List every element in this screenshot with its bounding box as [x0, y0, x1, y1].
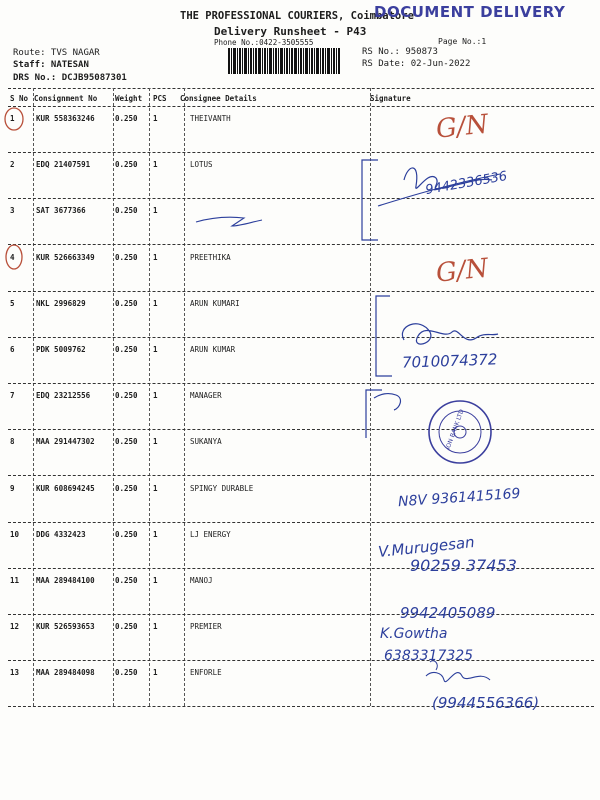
row-consignment-no: KUR 526663349 [36, 253, 95, 262]
company-name: THE PROFESSIONAL COURIERS, Coimbatore [180, 10, 414, 22]
row-weight: 0.250 [115, 114, 138, 123]
row-weight: 0.250 [115, 576, 138, 585]
document-delivery-stamp: DOCUMENT DELIVERY [374, 3, 566, 21]
row-consignment-no: MAA 291447302 [36, 437, 95, 446]
route-label: Route: TVS NAGAR [13, 48, 100, 58]
bracket-mark [362, 160, 378, 240]
row-sno: 8 [10, 437, 15, 446]
signature-row-4: G/N [434, 253, 490, 289]
row-consignment-no: KUR 526593653 [36, 622, 95, 631]
row-weight: 0.250 [115, 668, 138, 677]
row-weight: 0.250 [115, 437, 138, 446]
col-header-pcs: PCS [153, 94, 167, 103]
row-sno: 7 [10, 391, 15, 400]
row-sno: 1 [10, 114, 15, 123]
row-consignment-no: SAT 3677366 [36, 206, 86, 215]
row-pcs: 1 [153, 622, 158, 631]
row-consignment-no: MAA 289484098 [36, 668, 95, 677]
handwritten-phone-row-13: (9944556366) [432, 694, 540, 712]
signature-row-3 [196, 217, 262, 226]
row-sno: 11 [10, 576, 20, 585]
row-consignee: LOTUS [190, 160, 213, 169]
row-consignment-no: KUR 558363246 [36, 114, 95, 123]
row-sno: 13 [10, 668, 20, 677]
rs-date: RS Date: 02-Jun-2022 [362, 59, 471, 69]
row-consignee: ARUN KUMAR [190, 345, 236, 354]
company-phone: Phone No.:0422-3505555 [214, 38, 314, 47]
col-header-signature: Signature [370, 94, 411, 103]
row-consignment-no: PDK 5009762 [36, 345, 86, 354]
row-pcs: 1 [153, 114, 158, 123]
row-consignment-no: MAA 289484100 [36, 576, 95, 585]
row-weight: 0.250 [115, 622, 138, 631]
row-pcs: 1 [153, 160, 158, 169]
row-consignee: PREMIER [190, 622, 222, 631]
row-consignment-no: NKL 2996829 [36, 299, 86, 308]
row-sno: 6 [10, 345, 15, 354]
drs-number: DRS No.: DCJB95087301 [13, 73, 127, 83]
row-pcs: 1 [153, 437, 158, 446]
row-consignee: ARUN KUMARI [190, 299, 240, 308]
handwritten-phone-row-6: 7010074372 [401, 350, 498, 372]
row-sno: 3 [10, 206, 15, 215]
row-consignment-no: EDQ 23212556 [36, 391, 91, 400]
handwritten-phone-row-11: 9942405089 [400, 604, 496, 622]
signature-row-1: G/N [434, 109, 490, 145]
handwritten-phone-row-2: 9442336536 [424, 168, 509, 199]
row-consignee: SPINGY DURABLE [190, 484, 254, 493]
row-sno: 9 [10, 484, 15, 493]
handwritten-name-row-10: V.Murugesan [377, 532, 476, 562]
handwritten-number-row-9: N8V 9361415169 [397, 485, 521, 511]
signature-row-6 [402, 324, 498, 344]
row-consignee: SUKANYA [190, 437, 222, 446]
col-header-consignment: Consignment No [34, 94, 98, 103]
row-1-circle [5, 108, 23, 130]
row-weight: 0.250 [115, 484, 138, 493]
row-consignee: ENFORLE [190, 668, 222, 677]
row-consignee: PREETHIKA [190, 253, 231, 262]
staff-label: Staff: NATESAN [13, 60, 89, 70]
row-pcs: 1 [153, 530, 158, 539]
row-consignment-no: KUR 608694245 [36, 484, 95, 493]
row-consignee: MANAGER [190, 391, 222, 400]
col-header-sno: S No [10, 94, 29, 103]
rs-number: RS No.: 950873 [362, 47, 438, 57]
bracket-mark [366, 390, 382, 438]
bank-stamp-text: ION BANK LTD [444, 408, 466, 451]
page-number: Page No.:1 [438, 37, 487, 46]
signature-row-13 [426, 673, 490, 682]
row-consignment-no: EDQ 21407591 [36, 160, 91, 169]
handwritten-phone-row-10: 90259 37453 [410, 556, 517, 575]
row-weight: 0.250 [115, 391, 138, 400]
row-pcs: 1 [153, 253, 158, 262]
row-pcs: 1 [153, 391, 158, 400]
row-pcs: 1 [153, 206, 158, 215]
row-weight: 0.250 [115, 253, 138, 262]
row-sno: 12 [10, 622, 20, 631]
runsheet-title: Delivery Runsheet - P43 [214, 25, 367, 38]
row-weight: 0.250 [115, 160, 138, 169]
handwritten-phone-row-12: 6383317325 [384, 648, 474, 664]
row-pcs: 1 [153, 299, 158, 308]
row-weight: 0.250 [115, 530, 138, 539]
row-consignee: MANOJ [190, 576, 213, 585]
bracket-mark [374, 394, 400, 410]
col-header-weight: Weight [115, 94, 143, 103]
bracket-mark [376, 296, 392, 376]
row-weight: 0.250 [115, 299, 138, 308]
row-weight: 0.250 [115, 345, 138, 354]
row-pcs: 1 [153, 484, 158, 493]
row-sno: 2 [10, 160, 15, 169]
row-consignee: LJ ENERGY [190, 530, 231, 539]
row-sno: 5 [10, 299, 15, 308]
row-consignment-no: DDG 4332423 [36, 530, 86, 539]
handwritten-name-row-12: K.Gowtha [380, 626, 448, 642]
row-sno: 10 [10, 530, 20, 539]
row-pcs: 1 [153, 345, 158, 354]
row-sno: 4 [10, 253, 15, 262]
row-consignee: THEIVANTH [190, 114, 231, 123]
row-pcs: 1 [153, 668, 158, 677]
col-header-consignee: Consignee Details [180, 94, 257, 103]
row-4-circle [6, 245, 22, 269]
row-weight: 0.250 [115, 206, 138, 215]
row-pcs: 1 [153, 576, 158, 585]
